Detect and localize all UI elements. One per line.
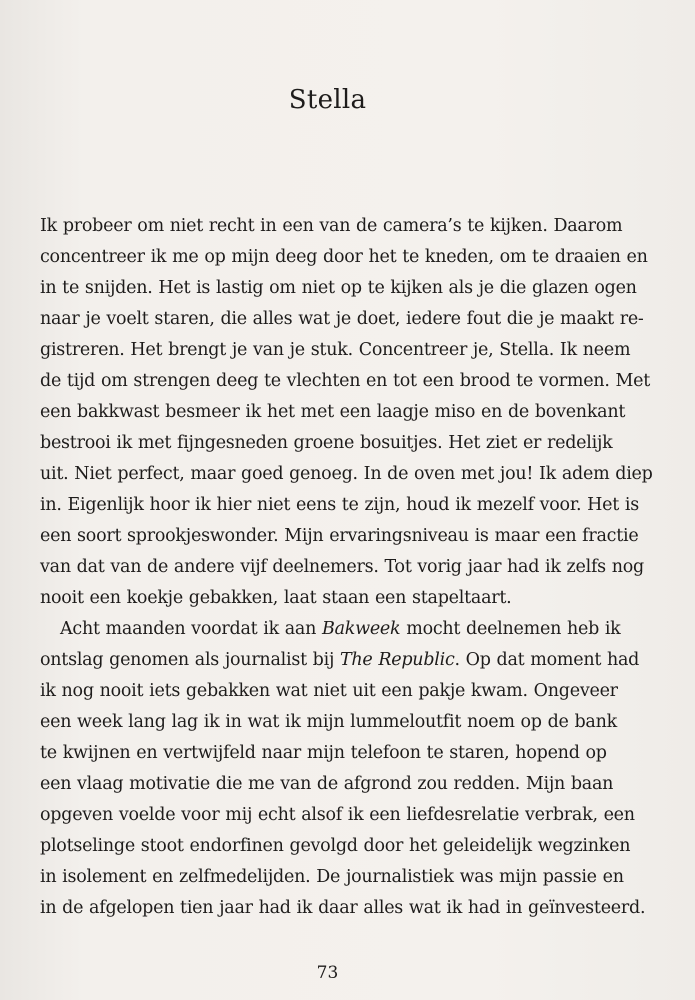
text-line: Ik probeer om niet recht in een van de camera’s te kijken. Daarom [40, 216, 623, 236]
text-line: ik nog nooit iets gebakken wat niet uit een pakje kwam. Ongeveer [40, 681, 618, 701]
text-line: van dat van de andere vijf deelnemers. Tot vorig jaar had ik zelfs nog [40, 557, 644, 577]
text-line: naar je voelt staren, die alles wat je doet, iedere fout die je maakt re- [40, 309, 644, 329]
text-line: gistreren. Het brengt je van je stuk. Concentreer je, Stella. Ik neem [40, 340, 631, 360]
text-line: in te snijden. Het is lastig om niet op te kijken als je die glazen ogen [40, 278, 637, 298]
text-line [40, 645, 640, 676]
text-line: opgeven voelde voor mij echt alsof ik een liefdesrelatie verbrak, een [40, 805, 635, 825]
text-segment: mocht deelnemen heb ik [400, 619, 621, 639]
page-number: 73 [316, 963, 339, 983]
body-text [40, 211, 653, 924]
text-line: uit. Niet perfect, maar goed genoeg. In de oven met jou! Ik adem diep [40, 464, 653, 484]
chapter-title: Stella [288, 85, 367, 115]
text-line [40, 614, 640, 645]
text-line: een bakkwast besmeer ik het met een laagje miso en de bovenkant [40, 402, 626, 422]
text-segment: Acht maanden voordat ik aan [60, 619, 322, 639]
text-line: in. Eigenlijk hoor ik hier niet eens te zijn, houd ik mezelf voor. Het is [40, 495, 639, 515]
text-segment: ontslag genomen als journalist bij [40, 650, 340, 670]
show-title-italic: Bakweek [321, 619, 401, 639]
text-line: plotselinge stoot endorfinen gevolgd door het geleidelijk wegzinken [40, 836, 631, 856]
text-line: in de afgelopen tien jaar had ik daar alles wat ik had in geïnvesteerd. [40, 898, 646, 918]
text-segment: . Op dat moment had [454, 650, 640, 670]
text-line: in isolement en zelfmedelijden. De journalistiek was mijn passie en [40, 867, 624, 887]
text-line: een vlaag motivatie die me van de afgrond zou redden. Mijn baan [40, 774, 614, 794]
text-line: een week lang lag ik in wat ik mijn lummeloutfit noem op de bank [40, 712, 617, 732]
publication-title-italic: The Republic [339, 650, 455, 670]
text-line: de tijd om strengen deeg te vlechten en tot een brood te vormen. Met [40, 371, 650, 391]
text-line: bestrooi ik met fijngesneden groene bosuitjes. Het ziet er redelijk [40, 433, 613, 453]
text-line: een soort sprookjeswonder. Mijn ervaringsniveau is maar een fractie [40, 526, 639, 546]
text-line: te kwijnen en vertwijfeld naar mijn telefoon te staren, hopend op [40, 743, 607, 763]
text-line: concentreer ik me op mijn deeg door het te kneden, om te draaien en [40, 247, 648, 267]
text-line: nooit een koekje gebakken, laat staan een stapeltaart. [40, 588, 512, 608]
